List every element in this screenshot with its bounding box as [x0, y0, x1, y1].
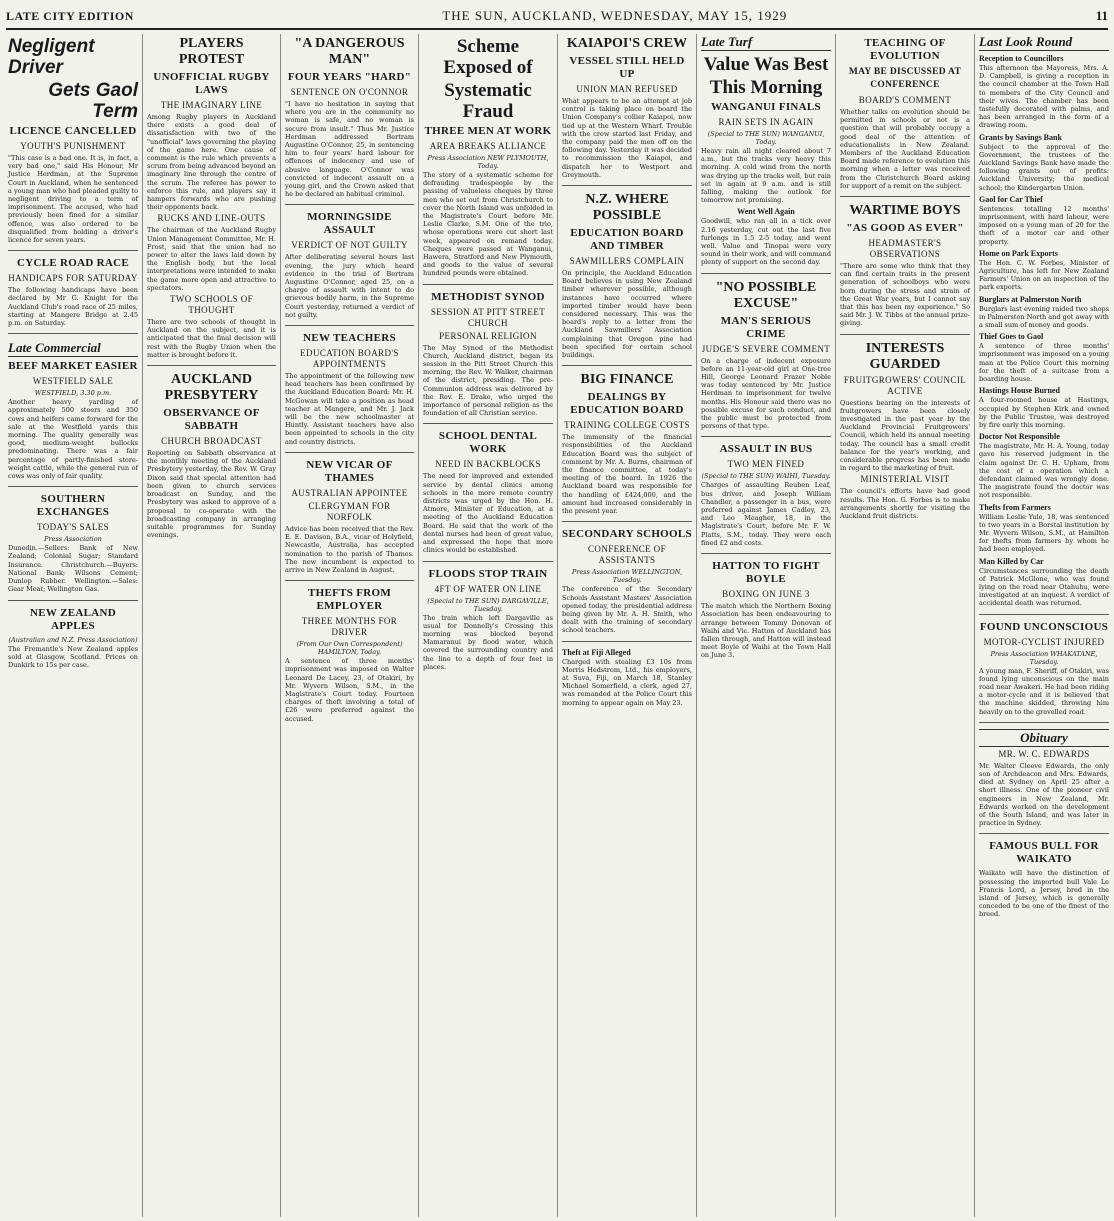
article-wartime-boys: [840, 203, 970, 335]
subheadline: THREE MEN AT WORK: [424, 125, 552, 137]
article-kaiapoi-crew: [562, 36, 692, 186]
page-number: 11: [1095, 8, 1108, 23]
subheadline: MINISTERIAL VISIT: [860, 474, 950, 485]
headline: ASSAULT IN BUS: [719, 443, 813, 456]
subheadline: 4FT OF WATER ON LINE: [434, 583, 542, 594]
article-thefts-from-employer: [285, 587, 414, 729]
item-heading: Burglars at Palmerston North: [979, 294, 1082, 304]
article-body: A young man, F. Sheriff, of Otakiri, was found lying unconscious on the main road near Awakeri. He had been riding a motor-cycle and it is believed that the machine skidded, throwing him heavily on to the gravelled road.: [979, 666, 1109, 716]
headline: SCHOOL DENTAL WORK: [438, 430, 538, 456]
item-heading: Hastings House Burned: [979, 386, 1060, 396]
dateline: WESTFIELD, 3.30 p.m.: [34, 389, 112, 398]
article-body: Dunedin.—Sellers: Bank of New Zealand; Colonial Sugar; Standard Insurance. Christchurch.—Buyers: National Bank; Wilsons Cement; Dunlop Rubber. Wellington.—Sales: Gear Meat; Wellington Gas.: [8, 544, 138, 594]
article-body: There are two schools of thought in Auckland on the subject, and it is anticipated that the final decision will rest with the Rugby Union when the matter is brought before it.: [147, 318, 276, 359]
subheadline: SAWMILLERS COMPLAIN: [569, 256, 685, 267]
headline: This Morning: [709, 77, 823, 98]
subheadline: WESTFIELD SALE: [32, 376, 114, 387]
article-body: Advice has been received that the Rev. E. E. Davison, B.A., vicar of Holyfield, Newcastle, Australia, has accepted nomination to the parish of Thames. The new incumbent is expected to arrive in New Zealand in August.: [285, 524, 414, 574]
item-body: The Hon. C. W. Forbes, Minister of Agriculture, has left for New Zealand Farmers' Union on an inspection of the park exports.: [979, 258, 1109, 292]
article-famous-bull: [979, 840, 1109, 924]
subheadline: UNION MAN REFUSED: [576, 84, 678, 94]
headline: CYCLE ROAD RACE: [16, 257, 130, 270]
headline: Systematic Fraud: [444, 80, 532, 122]
item-body: A sentence of three months' imprisonment was imposed on a young man at the Police Court this morning for the theft of a suitcase from a boarding house.: [979, 342, 1109, 384]
item-heading: Theft at Fiji Alleged: [562, 647, 631, 657]
article-body: "This case is a bad one. It is, in fact, a very bad one," said His Honour, Mr Justice Herdman, at the Supreme Court in Auckland, when he sentenced a young man who had pleaded guilty to negligent driving to a term of imprisonment. The accused, who had previously been fined for a similar offence, was also ordered to be disqualified from holding a driver's licence for seven years.: [8, 154, 139, 245]
headline: PLAYERS PROTEST: [178, 36, 245, 67]
article-body: Reporting on Sabbath observance at the monthly meeting of the Auckland Presbytery yesterday, the Rev. W. Gray Dixon said that special attention had been given to church services broadcast on Sunday, and the Presbytery was asked to approve of a proposal to co-operate with the broadcasting company in arranging suitable programmes for Sunday evenings.: [147, 449, 276, 540]
headline: "NO POSSIBLE EXCUSE": [715, 279, 817, 311]
article-body: The story of a systematic scheme for defrauding tradespeople by the passing of valueless cheques by three men who set out from Christchurch to cover the North Island was unfolded in the Magistrate's Court before Mr. Leslie Clarke, S.M. One of the trio, whose operations were cut short last week, appeared on remand today. Cheques were passed at Wanganui, Hawera, Stratford and New Plymouth, and goods to the value of several hundred pounds were obtained.: [423, 171, 553, 278]
subheadline: CHURCH BROADCAST: [161, 436, 262, 447]
headline: SOUTHERN EXCHANGES: [36, 493, 110, 519]
headline: KAIAPOI'S CREW: [566, 36, 688, 51]
article-body: The appointment of the following new head teachers has been confirmed by the Auckland Education Board: Mr. H. McGowan will take a position as head teacher at Mangere, and Mr. J. Jack will be the new schoolmaster at Huntly. Assistant teachers have also been appointed to schools in the city and country districts.: [285, 372, 414, 446]
dateline: Press Association WELLINGTON, Tuesday.: [571, 568, 683, 585]
column-8: [975, 34, 1113, 1217]
article-body: On a charge of indecent exposure before an 11-year-old girl at One-tree Hill, George Leonard Frazer Noble was today sentenced by Mr. Justice Herdman to imprisonment for twelve months. His Honour said there was no possible excuse for such conduct, and the public must be protected from persons of that type.: [701, 356, 831, 431]
subheadline: WANGANUI FINALS: [711, 101, 821, 113]
dateline: (Special to THE SUN) WAIHI, Tuesday.: [701, 472, 831, 481]
article-found-unconscious: [979, 621, 1109, 723]
item-heading: Thefts from Farmers: [979, 502, 1051, 512]
article-body: The immensity of the financial responsibilities of the Auckland Education Board was the subject of comment by Mr. A. Burns, chairman of the finance committee, at today's meeting of the board. In 1926 the Auckland board was responsible for the handling of £424,000, and the amount had increased considerably in the present year.: [562, 433, 692, 516]
subheadline: TRAINING COLLEGE COSTS: [564, 420, 690, 431]
subheadline: VERDICT OF NOT GUILTY: [291, 240, 408, 251]
article-body: Charged with stealing £3 10s from Morris Hedstrom, Ltd., his employers, at Suva, Fiji, on March 18, Stanley Michael Somerfield, a clerk, aged 27, was remanded at the Police Court this morning to appear again on May 23.: [562, 657, 692, 707]
article-beef-market: [8, 340, 138, 487]
article-body: On principle, the Auckland Education Board believes in using New Zealand timber wherever possible, although instances have occurred where imported timber would have been considered necessary. This was the board's reply to a letter from the Auckland Sawmillers' Association complaining that Oregon pine had been specified for certain school buildings.: [562, 269, 692, 360]
article-body: Questions bearing on the interests of fruitgrowers have been closely investigated in the past year by the Auckland Provincial Fruitgrowers' Council, which held its annual meeting today. The council has a small credit balance for the year's working, and considerable progress has been made in regard to the marketing of fruit.: [840, 398, 970, 473]
article-body: The match which the Northern Boxing Association has been endeavouring to arrange between Tommy Donovan of Waihi and Vic. Hatton of Auckland has fallen through, and Hatton will instead meet Boyle of Waihi at the Town Hall on June 3.: [701, 602, 831, 660]
article-body: Goodwill, who ran all in a tick over 2.16 yesterday, cut out the last five furlongs in 1.5 2-5 today, and went well. Value and Tinopai were very sound in their work, and will command plenty of support on the second day.: [701, 217, 831, 267]
headline: NEW ZEALAND APPLES: [30, 606, 116, 632]
subheadline: PERSONAL RELIGION: [439, 330, 537, 341]
headline: BIG FINANCE: [580, 372, 674, 388]
article-methodist-synod: [423, 291, 553, 425]
subheadline: HANDICAPS FOR SATURDAY: [8, 273, 138, 284]
column-6: [697, 34, 836, 1217]
subheadline: MAN'S SERIOUS CRIME: [720, 314, 812, 340]
subheadline: TODAY'S SALES: [36, 522, 110, 533]
article-vicar-of-thames: [285, 459, 414, 581]
dateline: Press Association: [44, 535, 102, 544]
article-body: The train which left Dargaville as usual for Donnelly's Crossing this morning was blocked beyond Mamaranui by flood water, which covered the surrounding country and the line to a depth of four feet in places.: [423, 613, 553, 671]
subheadline: DEALINGS BY EDUCATION BOARD: [570, 391, 684, 417]
article-nz-apples: [8, 607, 138, 676]
headline: Gets Gaol Term: [48, 80, 138, 122]
edition-label: LATE CITY EDITION: [6, 8, 134, 23]
article-body: The need for improved and extended service by dental clinics among schools in the more remote country districts was urged by the Hon. H. Atmore, Minister of Education, at a meeting of the Auckland Education Board. He said that the work of the dental nurses had been of great value, and expressed the hope that more clinics would be established.: [423, 472, 553, 555]
headline: FOUND UNCONSCIOUS: [979, 620, 1109, 633]
dateline: Press Association WHAKATANE, Tuesday.: [990, 649, 1098, 666]
article-body: The May Synod of the Methodist Church, Auckland district, began its session in the Pitt Street Church this morning, the Rev. W. Walker, chairman of the district, presiding. The pre-Communion address was delivered by the Rev. E. Drake, who urged the importance of personal religion as the foundation of all Christian service.: [423, 343, 553, 418]
column-5: [558, 34, 697, 1217]
subheadline: TWO MEN FINED: [727, 459, 805, 470]
article-body: Charges of assaulting Reuben Leaf, bus driver, and Joseph William Chandler, a passenger in a bus, were preferred against James Cadley, 23, and Leo Meagher, 18, in the Magistrate's Court, before Mr. F. W. Platts, S.M., today. They were each fined £2 and costs.: [701, 481, 831, 547]
dateline: Press Association NEW PLYMOUTH, Today.: [427, 154, 549, 170]
section-kicker: Obituary: [979, 729, 1109, 747]
article-body: Mr. Walter Cleeve Edwards, the only son of Archdeacon and Mrs. Edwards, died at Sydney on April 25 after a short illness. One of the pioneer civil engineers in New Zealand, Mr. Edwards worked on the development of the South Island, and was later in practice in Sydney.: [979, 761, 1109, 828]
article-body: "I have no hesitation in saying that where you are in the community no woman is safe, and no woman is secure from insult." Thus Mr. Justice Herdman addressed Bertram Augustine O'Connor, 25, in sentencing him to four years' hard labour for offences of indecency and use of abusive language. O'Connor was convicted of indecent assault on a young girl, and the Crown asked that he be declared an habitual criminal.: [285, 100, 414, 199]
article-body: The conference of the Secondary Schools Assistant Masters' Association opened today, the presidential address being given by Mr. A. H. Smith, who dealt with the training of secondary school teachers.: [562, 585, 692, 635]
article-southern-exchanges: [8, 493, 138, 600]
subheadline: RUCKS AND LINE-OUTS: [157, 213, 266, 224]
subheadline: RAIN SETS IN AGAIN: [718, 117, 814, 127]
headline: HATTON TO FIGHT BOYLE: [712, 560, 820, 586]
section-kicker: Late Turf: [701, 34, 831, 51]
subheadline: UNOFFICIAL RUGBY LAWS: [153, 71, 270, 96]
article-school-dental: [423, 430, 553, 561]
article-interests-guarded: [840, 341, 970, 527]
item-body: This afternoon the Mayoress, Mrs. A. D. Campbell, is giving a reception in the council chamber at the Town Hall to members of the City Council and their wives. The chamber has been tastefully decorated with palms, and has been arranged in the form of a drawing room.: [979, 64, 1109, 130]
headline: WARTIME BOYS: [849, 203, 961, 219]
subheadline: VESSEL STILL HELD UP: [569, 55, 685, 80]
subheadline: "AS GOOD AS EVER": [846, 222, 964, 235]
dateline: (Special to THE SUN) DARGAVILLE, Tuesday.: [427, 596, 549, 613]
section-kicker: Late Commercial: [8, 340, 138, 357]
article-theft-fiji: [562, 648, 692, 713]
subheadline: FOUR YEARS "HARD": [287, 71, 412, 83]
column-3: [281, 34, 419, 1217]
column-7: [836, 34, 975, 1217]
article-body: Heavy rain all night cleared about 7 a.m., but the tracks very heavy this morning. A cold wind from the north was drying up the tracks well, but rain set in again at 9 a.m. and is still falling, making the outlook for tomorrow not promising.: [701, 147, 831, 205]
headline: "A DANGEROUS MAN": [294, 36, 405, 67]
item-body: A four-roomed house at Hastings, occupied by Stephen Kirk and owned by the Public Trustee, was destroyed by fire early this morning.: [979, 396, 1109, 429]
headline: N.Z. WHERE POSSIBLE: [585, 192, 669, 224]
article-body: Among Rugby players in Auckland there exists a good deal of dissatisfaction with two of the "unofficial" laws governing the playing of the game here. One cause of comment is the rule which prevents a scrum from being advanced beyond an imaginary line through the centre of the scrum. The referee has power to enforce this rule, and players say it hampers forwards who are pushing their opponents back.: [147, 113, 276, 212]
headline: METHODIST SYNOD: [431, 290, 545, 303]
subheadline: HEADMASTER'S OBSERVATIONS: [868, 238, 942, 260]
dateline: (Special to THE SUN) WANGANUI, Today.: [707, 130, 825, 146]
subheadline: YOUTH'S PUNISHMENT: [20, 141, 126, 151]
subheadline: CLERGYMAN FOR NORFOLK: [308, 500, 391, 522]
subheadline: BOARD'S COMMENT: [858, 95, 952, 105]
item-body: Subject to the approval of the Government, the trustees of the Auckland Savings Bank have made the following grants out of profits: Auckland University; the medical school; the Kindergarten Union.: [979, 142, 1109, 192]
headline: AUCKLAND PRESBYTERY: [164, 372, 259, 404]
subheadline: AREA BREAKS ALLIANCE: [429, 141, 547, 151]
subheadline: SENTENCE ON O'CONNOR: [290, 87, 409, 97]
headline: Negligent Driver: [8, 36, 95, 78]
section-kicker: Last Look Round: [979, 34, 1109, 51]
paper-title-date: THE SUN, AUCKLAND, WEDNESDAY, MAY 15, 1929: [442, 8, 788, 23]
article-players-protest: [147, 36, 276, 366]
headline: NEW TEACHERS: [303, 332, 396, 345]
item-heading: Doctor Not Responsible: [979, 432, 1060, 442]
subheadline: SESSION AT PITT STREET CHURCH: [430, 306, 546, 328]
headline: Value Was Best: [703, 54, 829, 75]
article-body: "There are some who think that they can find certain traits in the present generation of schoolboys who were born during the stress and strain of the Great War years, but I cannot say that this has been my experience." So said Mr. J. W. Tibbs at the annual prize-giving.: [840, 262, 970, 328]
article-auckland-presbytery: [147, 372, 276, 545]
article-no-possible-excuse: [701, 280, 831, 438]
subheadline: TWO SCHOOLS OF THOUGHT: [169, 294, 254, 316]
subheadline: OBSERVANCE OF SABBATH: [163, 407, 260, 433]
subheadline: LICENCE CANCELLED: [9, 125, 137, 137]
subheadline: THREE MONTHS FOR DRIVER: [301, 616, 398, 638]
dateline: (From Our Own Correspondent) HAMILTON, Today.: [296, 640, 403, 657]
subheadline: EDUCATION BOARD AND TIMBER: [570, 227, 684, 253]
article-negligent-driver: [8, 36, 138, 251]
article-hatton-boyle: [701, 560, 831, 665]
article-systematic-fraud: [423, 36, 553, 285]
item-body: Burglars last evening raided two shops in Palmerston North and got away with a small sum of money and goods.: [979, 304, 1109, 330]
subheadline: BOXING ON JUNE 3: [722, 589, 810, 600]
subheadline: FRUITGROWERS' COUNCIL ACTIVE: [843, 374, 967, 396]
article-big-finance: [562, 372, 692, 522]
article-teaching-evolution: [840, 37, 970, 197]
article-value-was-best: [701, 34, 831, 274]
item-heading: Gaol for Car Thief: [979, 194, 1043, 204]
article-body: Whether talks on evolution should be permitted in schools or not is a question that will probably occupy a good deal of the attention of educationalists in New Zealand. Members of the Auckland Education Board made reference to evolution this morning when a letter was received from the Christchurch Board asking for support of a remit on the subject.: [840, 108, 970, 190]
article-body: The Fremantle's New Zealand apples sold at Glasgow, Scotland. Prices on Dunkirk to 15s per case.: [8, 644, 138, 669]
article-body: A sentence of three months' imprisonment was imposed on Walter Leonard De Lacey, 23, of Otakiri, by Mr. Wyvern Wilson, S.M., in the Magistrate's Court today. Fourteen charges of theft involving a total of £26 were preferred against the accused.: [285, 657, 414, 723]
headline: TEACHING OF EVOLUTION: [864, 37, 946, 62]
item-body: Sentences totalling 12 months' imprisonment, with hard labour, were imposed on a young man of 20 for the theft of a motor car and other property.: [979, 204, 1109, 246]
item-heading: Reception to Councillors: [979, 54, 1064, 63]
article-floods-stop-train: [423, 568, 553, 677]
item-body: William Leslie Yule, 18, was sentenced to two years in a Borstal institution by Mr. Wyvern Wilson, S.M., at Hamilton for thefts from farmers by whom he had been employed.: [979, 512, 1109, 554]
item-body: The magistrate, Mr. H. A. Young, today gave his reserved judgment in the claim against Dr. C. H. Upham, from the cost of a operation which a defendant claimed was wrongly done. The magistrate found the doctor was not responsible.: [979, 442, 1109, 500]
item-heading: Man Killed by Car: [979, 556, 1044, 566]
article-body: Waikato will have the distinction of possessing the imported bull Vale Le Francis Lord, a Jersey, bred in the island of Jersey, which is generally conceded to be one of the finest of the breed.: [979, 869, 1109, 919]
headline: NEW VICAR OF THAMES: [306, 458, 393, 484]
item-heading: Thief Goes to Gaol: [979, 332, 1044, 342]
article-obituary: [979, 729, 1109, 835]
dateline: (Australian and N.Z. Press Association): [8, 635, 138, 644]
article-body: The following handicaps have been declared by Mr G. Knight for the Auckland Club's road race of 25 miles, starting at Mangere Bridge at 2.45 p.m. on Saturday.: [8, 286, 138, 328]
subheadline: MAY BE DISCUSSED AT CONFERENCE: [848, 67, 962, 90]
column-4: [419, 34, 558, 1217]
headline: INTERESTS GUARDED: [865, 340, 945, 372]
item-body: Circumstances surrounding the death of Patrick McGlone, who was found lying on the road near Otahuhu, were investigated at an inquest. A verdict of accidental death was returned.: [979, 566, 1109, 608]
item-heading: Went Well Again: [737, 207, 795, 217]
headline: BEEF MARKET EASIER: [8, 360, 138, 373]
subheadline: MOTOR-CYCLIST INJURED: [983, 636, 1105, 647]
subheadline: AUSTRALIAN APPOINTEE: [291, 487, 408, 498]
headline: FAMOUS BULL FOR WAIKATO: [989, 840, 1099, 866]
article-body: After deliberating several hours last evening, the jury which heard evidence in the trial of Bertram Augustine O'Connor, aged 25, on a charge of assault with intent to do grievous bodily harm, in the Supreme Court yesterday, returned a verdict of not guilty.: [285, 253, 414, 319]
article-cycle-road-race: [8, 257, 138, 334]
columns: [4, 34, 1110, 1217]
headline: Scheme Exposed of: [443, 36, 533, 78]
subheadline: EDUCATION BOARD'S APPOINTMENTS: [300, 348, 399, 370]
article-body: The chairman of the Auckland Rugby Union Management Committee, Mr. H. Frost, said that the union had no power to alter the laws laid down by the English body, but the local interpretations were intended to make the game more open and attractive to spectators.: [147, 226, 276, 292]
item-heading: Grants by Savings Bank: [979, 132, 1062, 142]
article-secondary-schools: [562, 528, 692, 641]
column-2: [143, 34, 281, 1217]
article-body: The council's efforts have had good results. The Hon. G. Forbes is to make arrangements shortly for visiting the Auckland fruit districts.: [840, 487, 970, 521]
article-body: Another heavy yarding of approximately 500 steers and 350 cows and heifers came forward for the sale at the Westfield yards this morning. The quality generally was good, medium-weight bullocks predominating. There was a fair percentage of partly-finished store-weight cattle, while the general run of cows was only of fair quality.: [8, 398, 138, 481]
subheadline: CONFERENCE OF ASSISTANTS: [588, 544, 666, 566]
article-morningside-assault: [285, 211, 414, 326]
article-new-teachers: [285, 332, 414, 453]
headline: MR. W. C. EDWARDS: [998, 748, 1090, 759]
headline: FLOODS STOP TRAIN: [428, 567, 548, 580]
headline: SECONDARY SCHOOLS: [562, 528, 692, 541]
article-assault-in-bus: [701, 443, 831, 554]
masthead: [6, 4, 1108, 30]
column-1: [4, 34, 143, 1217]
subheadline: THE IMAGINARY LINE: [160, 100, 263, 110]
article-last-look-round: [979, 34, 1109, 615]
headline: MORNINGSIDE ASSAULT: [307, 211, 392, 237]
headline: THEFTS FROM EMPLOYER: [307, 587, 392, 613]
article-body: What appears to be an attempt at job control is taking place on board the Union Company's collier Kaiapoi, now tied up at the Western Wharf. Trouble with the crew started last Friday, and the company paid the men off on the following day. Yesterday it was decided to recommission the Kaiapoi, and dispatch her to Westport and Greymouth.: [562, 97, 692, 179]
subheadline: JUDGE'S SEVERE COMMENT: [701, 343, 831, 354]
article-dangerous-man: [285, 36, 414, 205]
subheadline: NEED IN BACKBLOCKS: [435, 459, 541, 470]
article-nz-where-possible: [562, 192, 692, 366]
item-heading: Home on Park Exports: [979, 248, 1058, 258]
